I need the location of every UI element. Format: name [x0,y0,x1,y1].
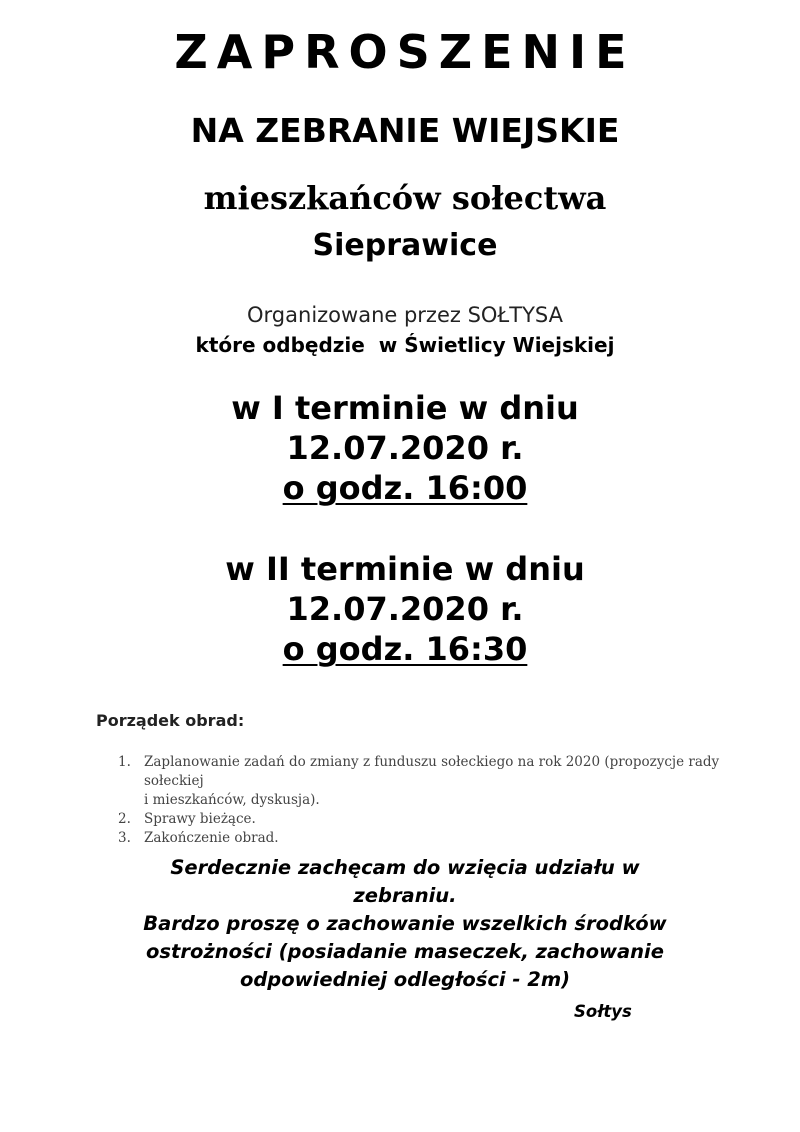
agenda-item-number: 2. [118,811,131,827]
second-term-time: o godz. 16:30 [282,630,528,668]
agenda-title: Porządek obrad: [96,711,245,730]
first-term-label: w I terminie w dniu [231,389,579,427]
signature: Sołtys [574,1002,632,1021]
organizer-line: Organizowane przez SOŁTYSA [247,303,563,327]
agenda-item [118,829,758,848]
agenda-item-number: 1. [118,754,131,770]
agenda-item-text: Sprawy bieżące. [144,811,256,827]
agenda-item-text: Zaplanowanie zadań do zmiany z funduszu sołeckiego na rok 2020 (propozycje rady sołeckiej [144,754,720,789]
agenda-item-number: 3. [118,830,131,846]
location-line: które odbędzie w Świetlicy Wiejskiej [195,333,615,357]
agenda-item [118,753,758,810]
village-name: Sieprawice [312,228,498,263]
appeal-line: Bardzo proszę o zachowanie wszelkich środków [143,912,667,935]
agenda-item-text-continued: i mieszkańców, dyskusja). [144,792,320,808]
appeal-line: ostrożności (posiadanie maseczek, zachowanie [146,940,664,963]
second-term-label: w II terminie w dniu [225,550,585,588]
second-term-date: 12.07.2020 r. [286,590,524,628]
agenda-item-text: Zakończenie obrad. [144,830,279,846]
meeting-subtitle: NA ZEBRANIE WIEJSKIE [190,111,620,150]
appeal-line: odpowiedniej odległości - 2m) [239,968,571,991]
first-term-block [0,388,800,508]
agenda-item [118,810,758,829]
second-term-block [0,549,800,669]
first-term-time: o godz. 16:00 [282,469,528,507]
residents-line: mieszkańców sołectwa [203,179,607,217]
first-term-date: 12.07.2020 r. [286,429,524,467]
invitation-title: ZAPROSZENIE [174,25,636,79]
appeal-line: Serdecznie zachęcam do wzięcia udziału w [170,856,640,879]
agenda-list [118,753,758,848]
appeal-block [0,854,800,994]
appeal-line: zebraniu. [353,884,457,907]
